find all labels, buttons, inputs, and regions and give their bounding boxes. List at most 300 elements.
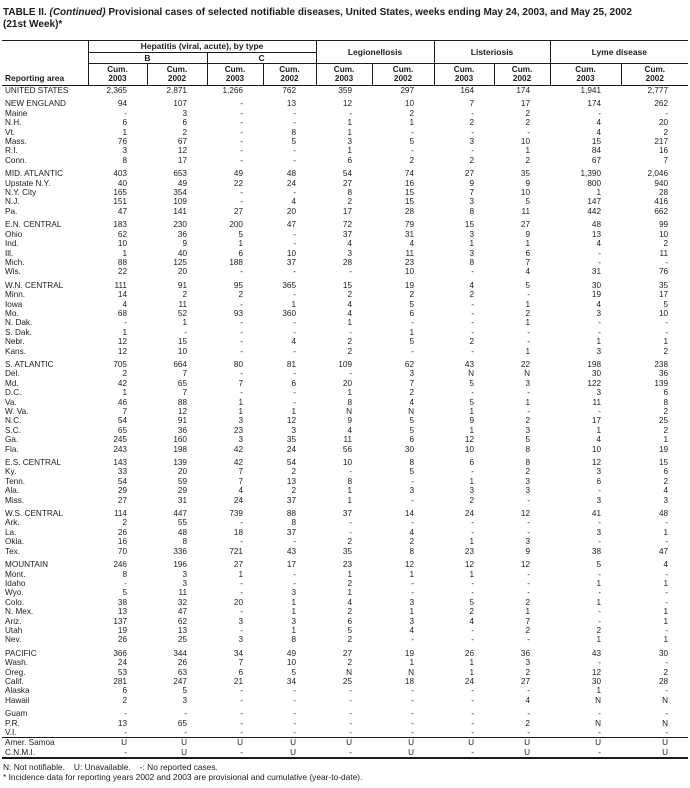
data-cell: 7	[238, 467, 243, 477]
data-cell: 12	[117, 337, 127, 347]
data-cell: -	[293, 718, 297, 728]
data-cell: 262	[654, 99, 669, 109]
data-cell: 2	[469, 337, 475, 347]
column-header-cum-2002: Cum. 2002	[494, 64, 550, 86]
data-cell: -	[240, 537, 243, 547]
data-cell: 3	[238, 616, 243, 626]
data-cell: 23	[464, 546, 475, 556]
data-cell: 22	[233, 178, 243, 188]
data-cell: 1	[347, 388, 353, 398]
data-cell: 6	[122, 118, 127, 128]
row-area-label: Upstate N.Y.	[5, 178, 51, 188]
data-cell: 24	[286, 178, 297, 188]
row-area-label: Vt.	[5, 127, 16, 137]
data-cell: -	[293, 108, 297, 118]
table-row	[2, 570, 688, 579]
data-cell: -	[293, 388, 297, 398]
data-cell: -	[527, 578, 531, 588]
data-cell: 2	[122, 369, 127, 379]
data-cell: 80	[233, 359, 243, 369]
column-header-cum-2003: Cum. 2003	[316, 64, 372, 86]
data-cell: 3	[347, 248, 353, 258]
data-cell: 30	[591, 280, 602, 290]
data-cell: 366	[113, 648, 127, 658]
row-area-label: Amer. Samoa	[2, 738, 88, 748]
data-cell: 721	[229, 546, 243, 556]
data-cell: 7	[238, 378, 243, 388]
data-cell: 1,941	[580, 86, 602, 95]
data-cell: -	[471, 686, 475, 696]
data-cell: 5	[525, 280, 531, 290]
data-cell: 3	[182, 108, 187, 118]
data-cell: 24	[117, 658, 127, 668]
data-cell: 2	[347, 635, 353, 645]
data-cell: -	[471, 695, 475, 705]
data-cell: -	[240, 327, 243, 337]
data-cell: 1,390	[580, 169, 602, 179]
table-row	[2, 579, 688, 588]
data-cell: -	[598, 318, 602, 328]
data-cell: -	[471, 578, 475, 588]
data-cell: 65	[177, 378, 187, 388]
data-cell: 48	[658, 509, 669, 519]
data-cell: -	[598, 728, 602, 737]
data-cell: 2	[663, 407, 669, 416]
table-row	[2, 137, 688, 146]
row-area-label: Fla.	[5, 444, 19, 454]
data-cell: U	[662, 747, 669, 757]
data-cell: 3	[663, 495, 669, 505]
table-number: TABLE II.	[3, 7, 47, 18]
data-cell: 1	[596, 188, 602, 198]
data-cell: 2	[409, 108, 415, 118]
data-cell: 1	[525, 318, 531, 328]
data-cell: 88	[177, 397, 187, 407]
data-cell: 5	[596, 560, 602, 570]
data-cell: 1	[596, 635, 602, 645]
row-area-label: Nev.	[5, 635, 22, 645]
data-cell: 4	[347, 597, 353, 607]
row-area-label: Okla.	[5, 537, 25, 547]
table-row	[2, 267, 688, 276]
data-cell: -	[293, 188, 297, 198]
row-area-label: Ind.	[5, 239, 19, 249]
data-cell: -	[598, 709, 602, 719]
data-cell: -	[240, 728, 243, 737]
data-cell: 7	[409, 378, 415, 388]
data-cell: 198	[173, 444, 187, 454]
data-cell: -	[527, 588, 531, 598]
row-area-label: Mich.	[5, 257, 25, 267]
data-cell: -	[527, 407, 531, 416]
table-row	[2, 290, 688, 299]
data-cell: 49	[233, 169, 243, 179]
data-cell: 47	[177, 607, 187, 617]
data-cell: 5	[409, 425, 415, 435]
data-cell: 5	[525, 197, 531, 207]
data-cell: 1	[347, 127, 353, 137]
table-row	[2, 509, 688, 518]
data-cell: 7	[663, 155, 669, 165]
data-cell: 164	[460, 86, 475, 95]
data-cell: 4	[347, 425, 353, 435]
data-cell: 2	[182, 290, 187, 300]
data-cell: 7	[469, 99, 475, 109]
data-cell: 2	[469, 495, 475, 505]
data-cell: -	[293, 155, 297, 165]
data-cell: -	[598, 747, 602, 757]
data-cell: 2	[182, 127, 187, 137]
data-cell: 15	[658, 458, 669, 468]
table-row	[2, 658, 688, 667]
data-cell: 91	[177, 416, 187, 426]
data-cell: 1	[409, 607, 415, 617]
data-cell: 5	[663, 299, 669, 309]
data-cell: 10	[464, 444, 475, 454]
row-area-label: E.N. CENTRAL	[5, 220, 62, 230]
data-cell: 109	[338, 359, 353, 369]
data-cell: 41	[591, 509, 602, 519]
data-cell: 16	[404, 178, 415, 188]
data-cell: 1	[596, 578, 602, 588]
data-cell: 27	[520, 676, 531, 686]
data-cell: -	[124, 709, 127, 719]
data-cell: 16	[117, 537, 127, 547]
data-cell: -	[527, 527, 531, 537]
data-cell: -	[349, 686, 353, 696]
data-cell: 94	[117, 99, 127, 109]
data-cell: 7	[182, 388, 187, 398]
data-cell: 2	[663, 239, 669, 249]
data-cell: 160	[173, 435, 187, 445]
data-cell: 20	[342, 378, 353, 388]
data-cell: -	[240, 146, 243, 156]
data-cell: -	[240, 155, 243, 165]
data-cell: -	[349, 527, 353, 537]
data-cell: -	[598, 486, 602, 496]
table-row	[2, 426, 688, 435]
data-cell: 3	[238, 416, 243, 426]
data-cell: 12	[117, 346, 127, 356]
data-cell: -	[665, 728, 669, 737]
data-cell: 8	[291, 518, 297, 528]
data-cell: 3	[409, 369, 415, 379]
data-cell: -	[527, 728, 531, 737]
data-cell: 7	[525, 616, 531, 626]
data-cell: 10	[177, 346, 187, 356]
data-cell: -	[471, 709, 475, 719]
data-cell: 11	[178, 588, 187, 598]
data-cell: 12	[404, 560, 415, 570]
table-row	[2, 467, 688, 476]
data-cell: 24	[286, 444, 297, 454]
data-cell: 76	[658, 267, 669, 277]
data-cell: 2	[525, 155, 531, 165]
data-cell: 54	[117, 416, 127, 426]
data-cell: 1	[347, 118, 353, 128]
table-continued-label: (Continued)	[49, 7, 106, 18]
table-row	[2, 109, 688, 118]
data-cell: N	[662, 695, 669, 705]
data-cell: 10	[342, 458, 353, 468]
data-cell: 4	[409, 527, 415, 537]
data-cell: 47	[117, 206, 127, 216]
data-cell: 1	[525, 146, 531, 156]
data-cell: 91	[177, 280, 187, 290]
row-area-label: Ill.	[5, 248, 14, 258]
data-cell: 62	[177, 616, 187, 626]
data-cell: 1	[525, 299, 531, 309]
data-cell: 4	[347, 308, 353, 318]
data-cell: 42	[117, 378, 127, 388]
data-cell: -	[240, 388, 243, 398]
data-cell: -	[293, 239, 297, 249]
data-cell: -	[411, 728, 415, 737]
data-cell: -	[527, 127, 531, 137]
data-cell: 12	[591, 667, 602, 677]
row-area-label: PACIFIC	[5, 648, 37, 658]
data-cell: 47	[286, 220, 297, 230]
table-title-text: Provisional cases of selected notifiable diseases, United States, weeks ending May 24, 2003, and May 25, 2002	[108, 7, 632, 18]
data-cell: 109	[173, 197, 187, 207]
data-cell: 67	[177, 137, 187, 147]
data-cell: 705	[113, 359, 127, 369]
data-cell: 4	[347, 299, 353, 309]
data-cell: 4	[409, 239, 415, 249]
data-cell: 15	[342, 280, 353, 290]
row-area-label: Miss.	[5, 495, 25, 505]
data-cell: -	[471, 146, 475, 156]
row-area-label: Ohio	[5, 229, 23, 239]
table-row	[2, 486, 688, 495]
data-cell: 25	[658, 416, 669, 426]
data-cell: U	[524, 747, 531, 757]
data-cell: 359	[338, 86, 353, 95]
data-cell: 365	[282, 280, 297, 290]
data-cell: U	[550, 738, 621, 748]
data-cell: 217	[654, 137, 669, 147]
data-cell: 2	[525, 667, 531, 677]
data-cell: -	[471, 318, 475, 328]
data-cell: 2	[347, 337, 353, 347]
data-cell: 4	[596, 127, 602, 137]
data-cell: 139	[654, 378, 669, 388]
column-header-cum-2003: Cum. 2003	[207, 64, 263, 86]
data-cell: -	[293, 290, 297, 300]
table-row	[2, 458, 688, 467]
data-cell: -	[411, 588, 415, 598]
table-header	[2, 41, 688, 86]
data-cell: 2	[525, 625, 531, 635]
data-cell: 6	[347, 616, 353, 626]
data-cell: -	[240, 318, 243, 328]
row-area-label: N.J.	[5, 197, 20, 207]
data-cell: -	[471, 388, 475, 398]
table-row	[2, 360, 688, 369]
row-area-label: Del.	[5, 369, 20, 379]
table-row	[2, 738, 688, 748]
data-cell: 245	[113, 435, 127, 445]
table-row	[2, 649, 688, 658]
data-cell: 6	[409, 435, 415, 445]
data-cell: 56	[342, 444, 353, 454]
data-cell: -	[184, 728, 187, 737]
data-cell: 4	[291, 197, 297, 207]
data-cell: -	[471, 346, 475, 356]
data-cell: 22	[520, 359, 531, 369]
data-cell: -	[240, 99, 243, 109]
data-cell: 336	[173, 546, 187, 556]
data-cell: 297	[400, 86, 415, 95]
table-row	[2, 169, 688, 178]
data-cell: 4	[469, 616, 475, 626]
data-cell: 10	[658, 229, 669, 239]
data-cell: 8	[347, 397, 353, 407]
data-cell: 48	[286, 169, 297, 179]
data-cell: -	[598, 569, 602, 579]
data-cell: 2	[347, 578, 353, 588]
data-cell: 6	[596, 476, 602, 486]
data-cell: 5	[409, 416, 415, 426]
data-cell: 49	[177, 178, 187, 188]
data-cell: 5	[469, 378, 475, 388]
data-cell: 5	[238, 229, 243, 239]
data-cell: 403	[113, 169, 127, 179]
row-area-label: N. Mex.	[5, 607, 34, 617]
data-cell: 35	[342, 546, 353, 556]
data-cell: 141	[173, 206, 187, 216]
table-row	[2, 607, 688, 616]
data-cell: 1	[347, 495, 353, 505]
data-cell: 5	[525, 435, 531, 445]
table-row	[2, 617, 688, 626]
data-cell: -	[665, 569, 669, 579]
data-cell: 3	[525, 537, 531, 547]
data-cell: -	[598, 257, 602, 267]
data-cell: 12	[342, 99, 353, 109]
data-cell: -	[471, 267, 475, 277]
row-area-label: Nebr.	[5, 337, 25, 347]
row-area-label: MOUNTAIN	[5, 560, 49, 570]
column-header-cum-2003: Cum. 2003	[88, 64, 147, 86]
data-cell: U	[621, 738, 688, 748]
table-row	[2, 230, 688, 239]
data-cell: 1	[525, 397, 531, 407]
data-cell: 198	[587, 359, 602, 369]
data-cell: 20	[233, 597, 243, 607]
data-cell: 47	[658, 546, 669, 556]
data-cell: -	[349, 695, 353, 705]
data-cell: 1	[291, 625, 297, 635]
column-header-cum-2003: Cum. 2003	[550, 64, 621, 86]
data-cell: 1	[182, 318, 187, 328]
data-cell: 3	[409, 486, 415, 496]
table-row	[2, 416, 688, 425]
row-area-label: Colo.	[5, 597, 25, 607]
data-cell: 1	[347, 569, 353, 579]
data-cell: 5	[469, 397, 475, 407]
data-cell: 2	[525, 718, 531, 728]
data-cell: 28	[658, 676, 669, 686]
data-cell: 3	[525, 486, 531, 496]
data-cell: 36	[520, 648, 531, 658]
table-row	[2, 369, 688, 378]
data-cell: 6	[291, 378, 297, 388]
data-cell: 26	[117, 527, 127, 537]
data-cell: 9	[182, 239, 187, 249]
data-cell: 11	[405, 248, 415, 258]
legend-line	[3, 762, 688, 772]
incidence-footnote: * Incidence data for reporting years 2002 and 2003 are provisional and cumulative (year-to-date).	[3, 772, 363, 783]
data-cell: 37	[342, 229, 353, 239]
data-cell: 33	[117, 467, 127, 477]
data-cell: 15	[404, 188, 415, 198]
table-row	[2, 258, 688, 267]
data-cell: 3	[291, 588, 297, 598]
data-cell: 5	[347, 625, 353, 635]
data-cell: 43	[286, 546, 297, 556]
data-cell: 4	[596, 435, 602, 445]
table-row	[2, 309, 688, 318]
hepatitis-b-header: B	[88, 53, 207, 64]
data-cell: 5	[409, 299, 415, 309]
data-cell: 1	[347, 486, 353, 496]
data-cell: 5	[182, 686, 187, 696]
table-body	[2, 86, 688, 759]
data-cell: 15	[464, 220, 475, 230]
data-cell: 2	[409, 388, 415, 398]
table-row	[2, 496, 688, 505]
data-cell: -	[598, 616, 602, 626]
data-cell: -	[240, 588, 243, 598]
data-cell: 2	[347, 290, 353, 300]
data-cell: 5	[469, 597, 475, 607]
data-cell: 11	[521, 206, 531, 216]
data-cell: 29	[177, 486, 187, 496]
data-cell: 25	[177, 635, 187, 645]
column-header-cum-2003: Cum. 2003	[434, 64, 494, 86]
data-cell: 3	[469, 229, 475, 239]
row-area-label: W. Va.	[5, 407, 29, 416]
data-cell: 1	[663, 607, 669, 617]
data-cell: 9	[525, 229, 531, 239]
row-area-label: S. Dak.	[5, 327, 32, 337]
data-cell: 5	[122, 588, 127, 598]
data-cell: 1	[469, 239, 475, 249]
data-cell: 37	[286, 495, 297, 505]
table-row	[2, 588, 688, 597]
data-cell: -	[349, 718, 353, 728]
data-cell: 2,046	[647, 169, 669, 179]
data-cell: 84	[591, 146, 602, 156]
row-area-label: S.C.	[5, 425, 21, 435]
column-header-cum-2002: Cum. 2002	[147, 64, 207, 86]
data-cell: -	[471, 299, 475, 309]
data-cell: 6	[238, 248, 243, 258]
data-cell: 29	[117, 486, 127, 496]
data-cell: 18	[233, 527, 243, 537]
data-cell: 1	[663, 635, 669, 645]
data-cell: 19	[404, 280, 415, 290]
data-cell: 10	[286, 248, 297, 258]
data-cell: -	[293, 728, 297, 737]
data-cell: -	[411, 578, 415, 588]
data-cell: 165	[113, 188, 127, 198]
data-cell: 6	[469, 458, 475, 468]
data-cell: 27	[464, 169, 475, 179]
data-cell: 243	[113, 444, 127, 454]
table-row	[2, 537, 688, 546]
